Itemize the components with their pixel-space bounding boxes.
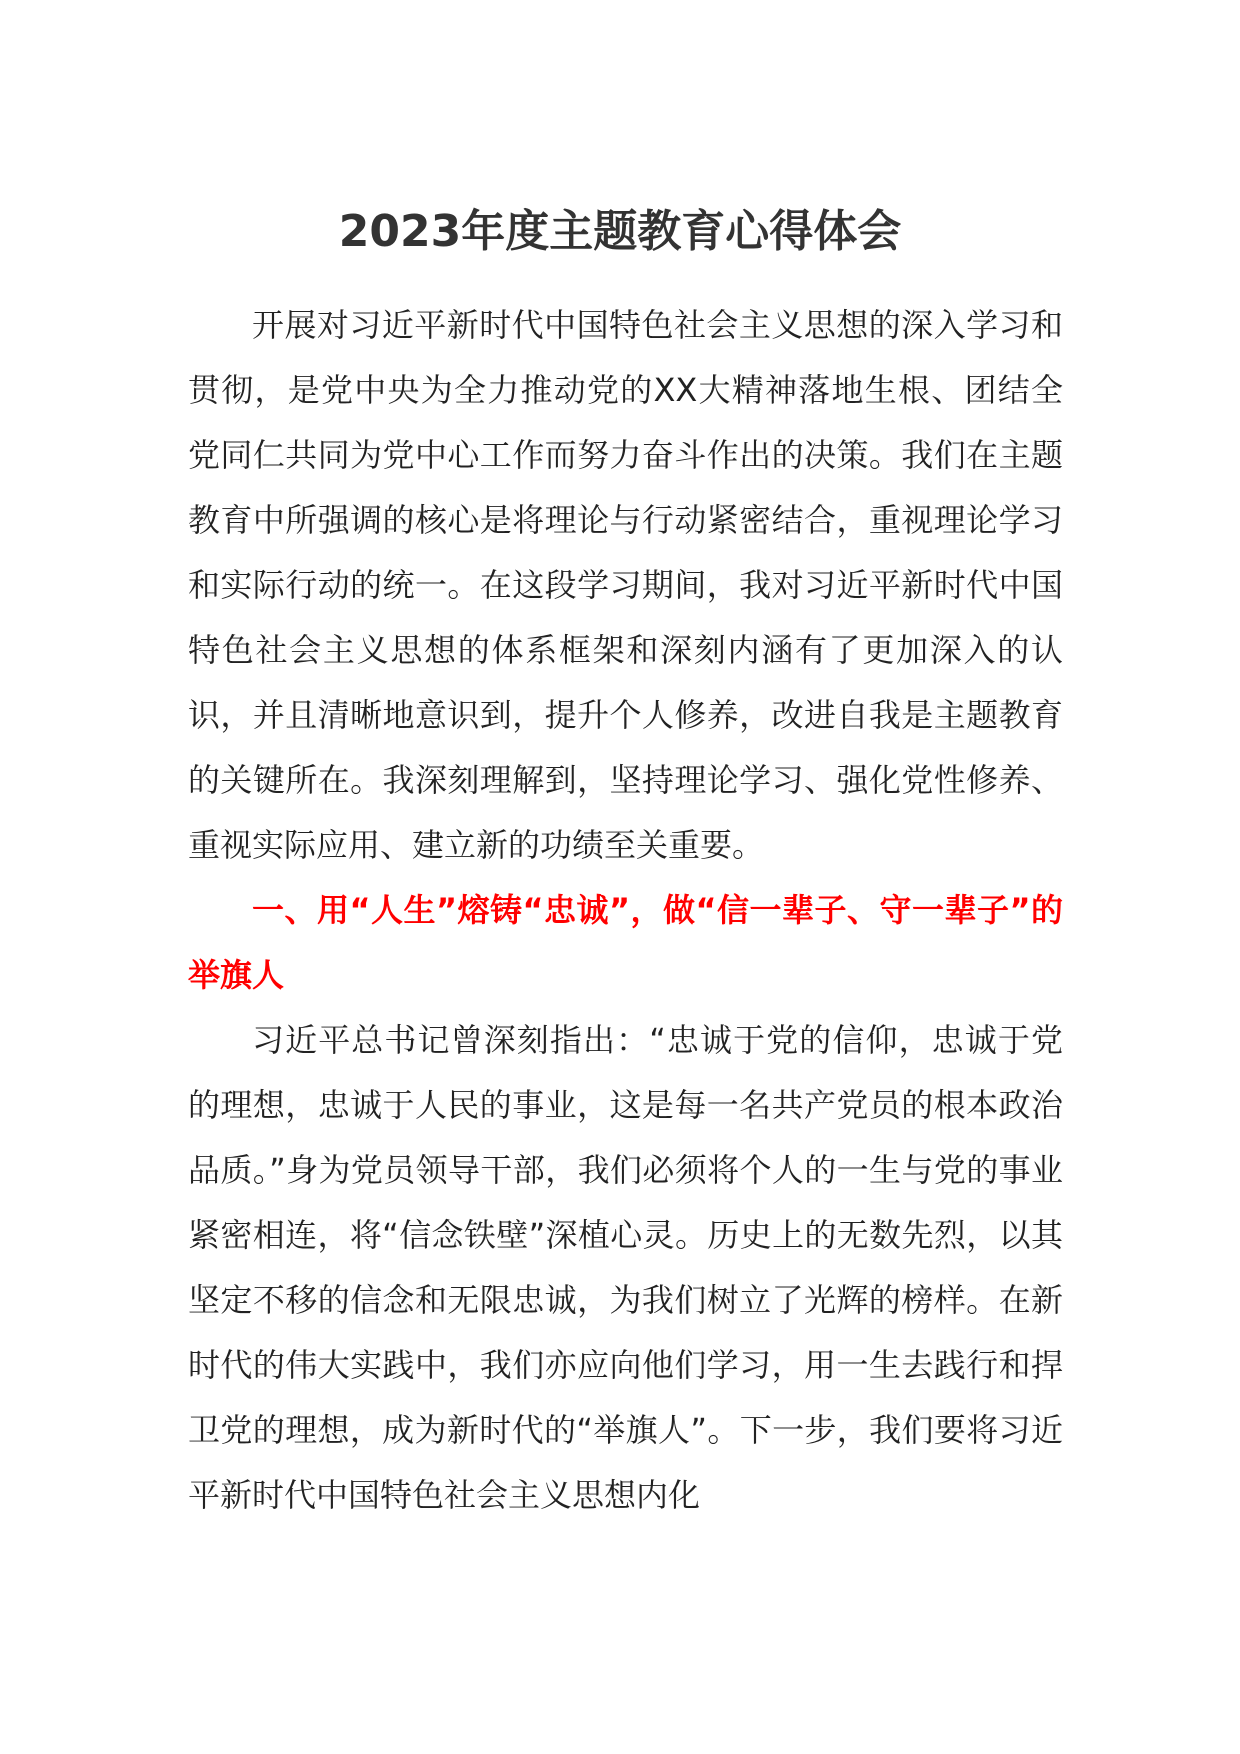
section-1-paragraph: 习近平总书记曾深刻指出：“忠诚于党的信仰，忠诚于党的理想，忠诚于人民的事业，这是每一名共产党员的根本政治品质。”身为党员领导干部，我们必须将个人的一生与党的事业紧密相连，将“信念铁壁”深植心灵。历史上的无数先烈，以其坚定不移的信念和无限忠诚，为我们树立了光辉的榜样。在新时代的伟大实践中，我们亦应向他们学习，用一生去践行和捍卫党的理想，成为新时代的“举旗人”。下一步，我们要将习近平新时代中国特色社会主义思想内化 (188, 1021, 1063, 1514)
document-title: 2023年度主题教育心得体会 (338, 206, 902, 257)
section-heading-1: 一、用“人生”熔铸“忠诚”，做“信一辈子、守一辈子”的举旗人 (188, 891, 1063, 994)
document-body (188, 293, 1063, 1528)
intro-paragraph: 开展对习近平新时代中国特色社会主义思想的深入学习和贯彻，是党中央为全力推动党的XX大精神落地生根、团结全党同仁共同为党中心工作而努力奋斗作出的决策。我们在主题教育中所强调的核心是将理论与行动紧密结合，重视理论学习和实际行动的统一。在这段学习期间，我对习近平新时代中国特色社会主义思想的体系框架和深刻内涵有了更加深入的认识，并且清晰地意识到，提升个人修养，改进自我是主题教育的关键所在。我深刻理解到，坚持理论学习、强化党性修养、重视实际应用、建立新的功绩至关重要。 (188, 306, 1063, 864)
